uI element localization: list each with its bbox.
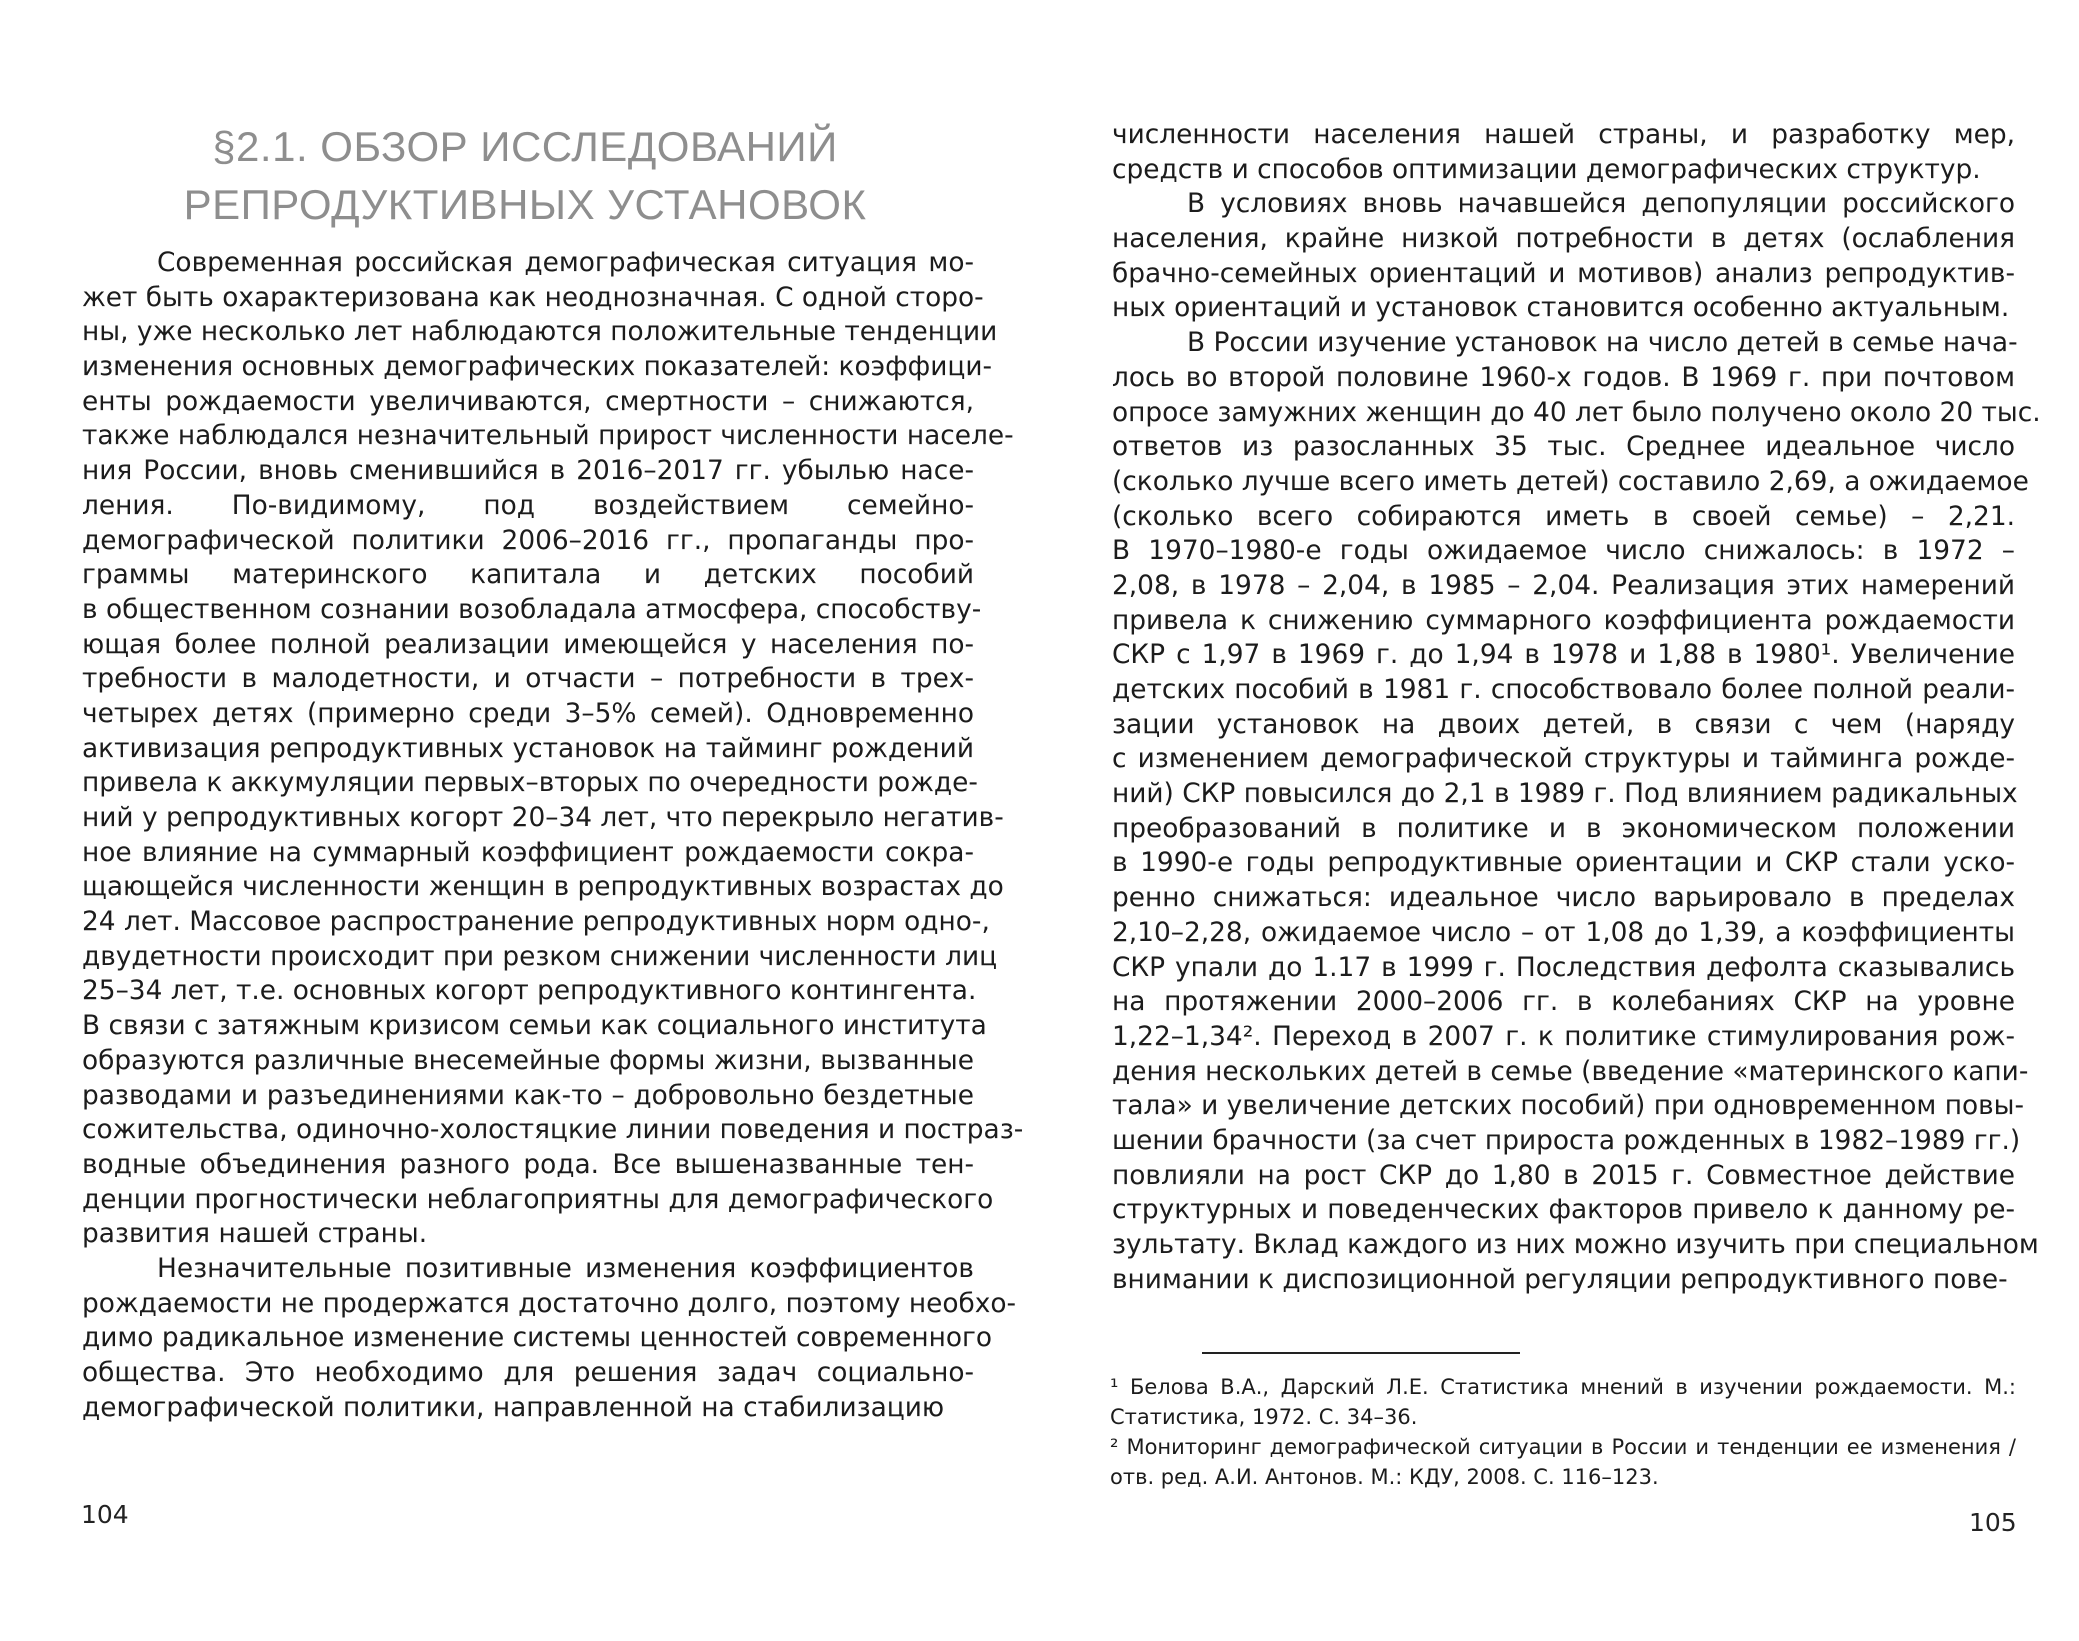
paragraph (1112, 187, 2015, 326)
text-line: разводами и разъединениями как-то – добровольно бездетные (82, 1079, 974, 1111)
text-line: ное влияние на суммарный коэффициент рождаемости сокра- (82, 836, 974, 868)
text-line: ления. По-видимому, под воздействием семейно- (82, 489, 974, 521)
page-number: 104 (81, 1500, 129, 1529)
right-page (1040, 0, 2079, 1641)
text-line: СКР с 1,97 в 1969 г. до 1,94 в 1978 и 1,88 в 1980¹. Увеличение (1112, 639, 2015, 671)
text-line: развития нашей страны. (82, 1218, 428, 1250)
text-line: В 1970–1980-е годы ожидаемое число снижалось: в 1972 – (1112, 535, 2015, 567)
footnote-line: отв. ред. А.И. Антонов. М.: КДУ, 2008. С. 116–123. (1110, 1465, 1659, 1489)
text-line: привела к аккумуляции первых–вторых по очередности рожде- (82, 767, 978, 799)
text-line: ющая более полной реализации имеющейся у населения по- (82, 628, 974, 660)
text-line: В России изучение установок на число детей в семье нача- (1187, 327, 2018, 359)
text-line: денции прогностически неблагоприятны для демографического (82, 1183, 994, 1215)
text-line: (сколько всего собираются иметь в своей семье) – 2,21. (1112, 500, 2015, 532)
text-line: щающейся численности женщин в репродуктивных возрастах до (82, 871, 1004, 903)
left-page (0, 0, 1039, 1641)
text-line: требности в малодетности, и отчасти – потребности в трех- (82, 663, 974, 695)
text-line: лось во второй половине 1960-х годов. В 1969 г. при почтовом (1112, 361, 2015, 393)
text-line: 1,22–1,34². Переход в 2007 г. к политике стимулирования рож- (1112, 1020, 2015, 1052)
text-line: енты рождаемости увеличиваются, смертности – снижаются, (82, 385, 974, 417)
footnote-line: ¹ Белова В.А., Дарский Л.Е. Статистика мнений в изучении рождаемости. М.: (1110, 1375, 2016, 1399)
page-number: 105 (1969, 1508, 2017, 1537)
text-line: средств и способов оптимизации демографических структур. (1112, 153, 1981, 185)
text-line: ных ориентаций и установок становится особенно актуальным. (1112, 292, 2010, 324)
text-line: 2,08, в 1978 – 2,04, в 1985 – 2,04. Реализация этих намерений (1112, 569, 2015, 601)
left-body-text (82, 246, 1024, 1425)
text-line: на протяжении 2000–2006 гг. в колебаниях СКР на уровне (1112, 986, 2015, 1018)
text-line: зации установок на двоих детей, в связи с чем (наряду (1112, 708, 2015, 740)
text-line: активизация репродуктивных установок на тайминг рождений (82, 732, 974, 764)
text-line: ний) СКР повысился до 2,1 в 1989 г. Под влиянием радикальных (1112, 778, 2018, 810)
text-line: СКР упали до 1.17 в 1999 г. Последствия дефолта сказывались (1112, 951, 2015, 983)
text-line: опросе замужних женщин до 40 лет было получено около 20 тыс. (1112, 396, 2041, 428)
section-heading (80, 118, 970, 234)
text-line: демографической политики, направленной на стабилизацию (82, 1391, 945, 1423)
text-line: сожительства, одиночно-холостяцкие линии поведения и постраз- (82, 1114, 1024, 1146)
text-line: преобразований в политике и в экономическом положении (1112, 812, 2015, 844)
text-line: в 1990-е годы репродуктивные ориентации и СКР стали уско- (1112, 847, 2015, 879)
paragraph (1112, 326, 2041, 1297)
footnote-line: ² Мониторинг демографической ситуации в России и тенденции ее изменения / (1110, 1435, 2016, 1459)
text-line: рождаемости не продержатся достаточно долго, поэтому необхо- (82, 1287, 1017, 1319)
text-line: водные объединения разного рода. Все вышеназванные тен- (82, 1148, 974, 1180)
text-line: четырех детях (примерно среди 3–5% семей). Одновременно (82, 697, 974, 729)
footnotes (1110, 1372, 2016, 1492)
text-line: в общественном сознании возобладала атмосфера, способству- (82, 593, 982, 625)
text-line: 24 лет. Массовое распространение репродуктивных норм одно-, (82, 906, 990, 938)
paragraph (1112, 118, 2015, 187)
paragraph (82, 1252, 1017, 1425)
text-line: также наблюдался незначительный прирост численности населе- (82, 420, 1014, 452)
text-line: граммы материнского капитала и детских пособий (82, 559, 974, 591)
text-line: жет быть охарактеризована как неоднозначная. С одной сторо- (82, 281, 984, 313)
text-line: ний у репродуктивных когорт 20–34 лет, что перекрыло негатив- (82, 802, 1004, 833)
text-line: димо радикальное изменение системы ценностей современного (82, 1322, 993, 1354)
text-line: 25–34 лет, т.е. основных когорт репродуктивного контингента. (82, 975, 977, 1007)
footnote-line: Статистика, 1972. С. 34–36. (1110, 1405, 1418, 1429)
text-line: ответов из разосланных 35 тыс. Среднее идеальное число (1112, 431, 2015, 463)
right-body-text (1112, 118, 2041, 1297)
text-line: (сколько лучше всего иметь детей) составило 2,69, а ожидаемое (1112, 465, 2029, 497)
text-line: В условиях вновь начавшейся депопуляции российского (1187, 188, 2015, 220)
text-line: шении брачности (за счет прироста рожденных в 1982–1989 гг.) (1112, 1124, 2021, 1156)
text-line: брачно-семейных ориентаций и мотивов) анализ репродуктив- (1112, 257, 2015, 289)
text-line: В связи с затяжным кризисом семьи как социального института (82, 1010, 987, 1042)
text-line: повлияли на рост СКР до 1,80 в 2015 г. Совместное действие (1112, 1159, 2015, 1191)
paragraph (82, 246, 1024, 1252)
text-line: зультату. Вклад каждого из них можно изучить при специальном (1112, 1229, 2039, 1260)
text-line: ния России, вновь сменившийся в 2016–2017 гг. убылью насе- (82, 455, 974, 487)
heading-line: §2.1. ОБЗОР ИССЛЕДОВАНИЙ (212, 123, 838, 170)
text-line: с изменением демографической структуры и тайминга рожде- (1112, 743, 2015, 775)
text-line: населения, крайне низкой потребности в детях (ослабления (1112, 223, 2015, 255)
text-line: Незначительные позитивные изменения коэффициентов (157, 1252, 974, 1284)
text-line: общества. Это необходимо для решения задач социально- (82, 1357, 974, 1388)
text-line: внимании к диспозиционной регуляции репродуктивного пове- (1112, 1263, 2008, 1295)
text-line: двудетности происходит при резком снижении численности лиц (82, 940, 998, 972)
text-line: детских пособий в 1981 г. способствовало более полной реали- (1112, 674, 2015, 705)
text-line: ны, уже несколько лет наблюдаются положительные тенденции (82, 316, 998, 348)
text-line: образуются различные внесемейные формы жизни, вызванные (82, 1044, 974, 1076)
text-line: привела к снижению суммарного коэффициента рождаемости (1112, 604, 2015, 636)
text-line: численности населения нашей страны, и разработку мер, (1112, 119, 2015, 150)
heading-line: РЕПРОДУКТИВНЫХ УСТАНОВОК (183, 181, 867, 228)
text-line: Современная российская демографическая ситуация мо- (157, 247, 974, 278)
text-line: демографической политики 2006–2016 гг., пропаганды про- (82, 524, 974, 556)
text-line: тала» и увеличение детских пособий) при одновременном повы- (1112, 1090, 2025, 1122)
text-line: 2,10–2,28, ожидаемое число – от 1,08 до 1,39, а коэффициенты (1112, 916, 2015, 948)
text-line: структурных и поведенческих факторов привело к данному ре- (1112, 1194, 2015, 1226)
text-line: изменения основных демографических показателей: коэффици- (82, 351, 993, 383)
text-line: дения нескольких детей в семье (введение «материнского капи- (1112, 1055, 2029, 1087)
footnote-divider (1202, 1352, 1520, 1354)
text-line: ренно снижаться: идеальное число варьировало в пределах (1112, 882, 2015, 914)
